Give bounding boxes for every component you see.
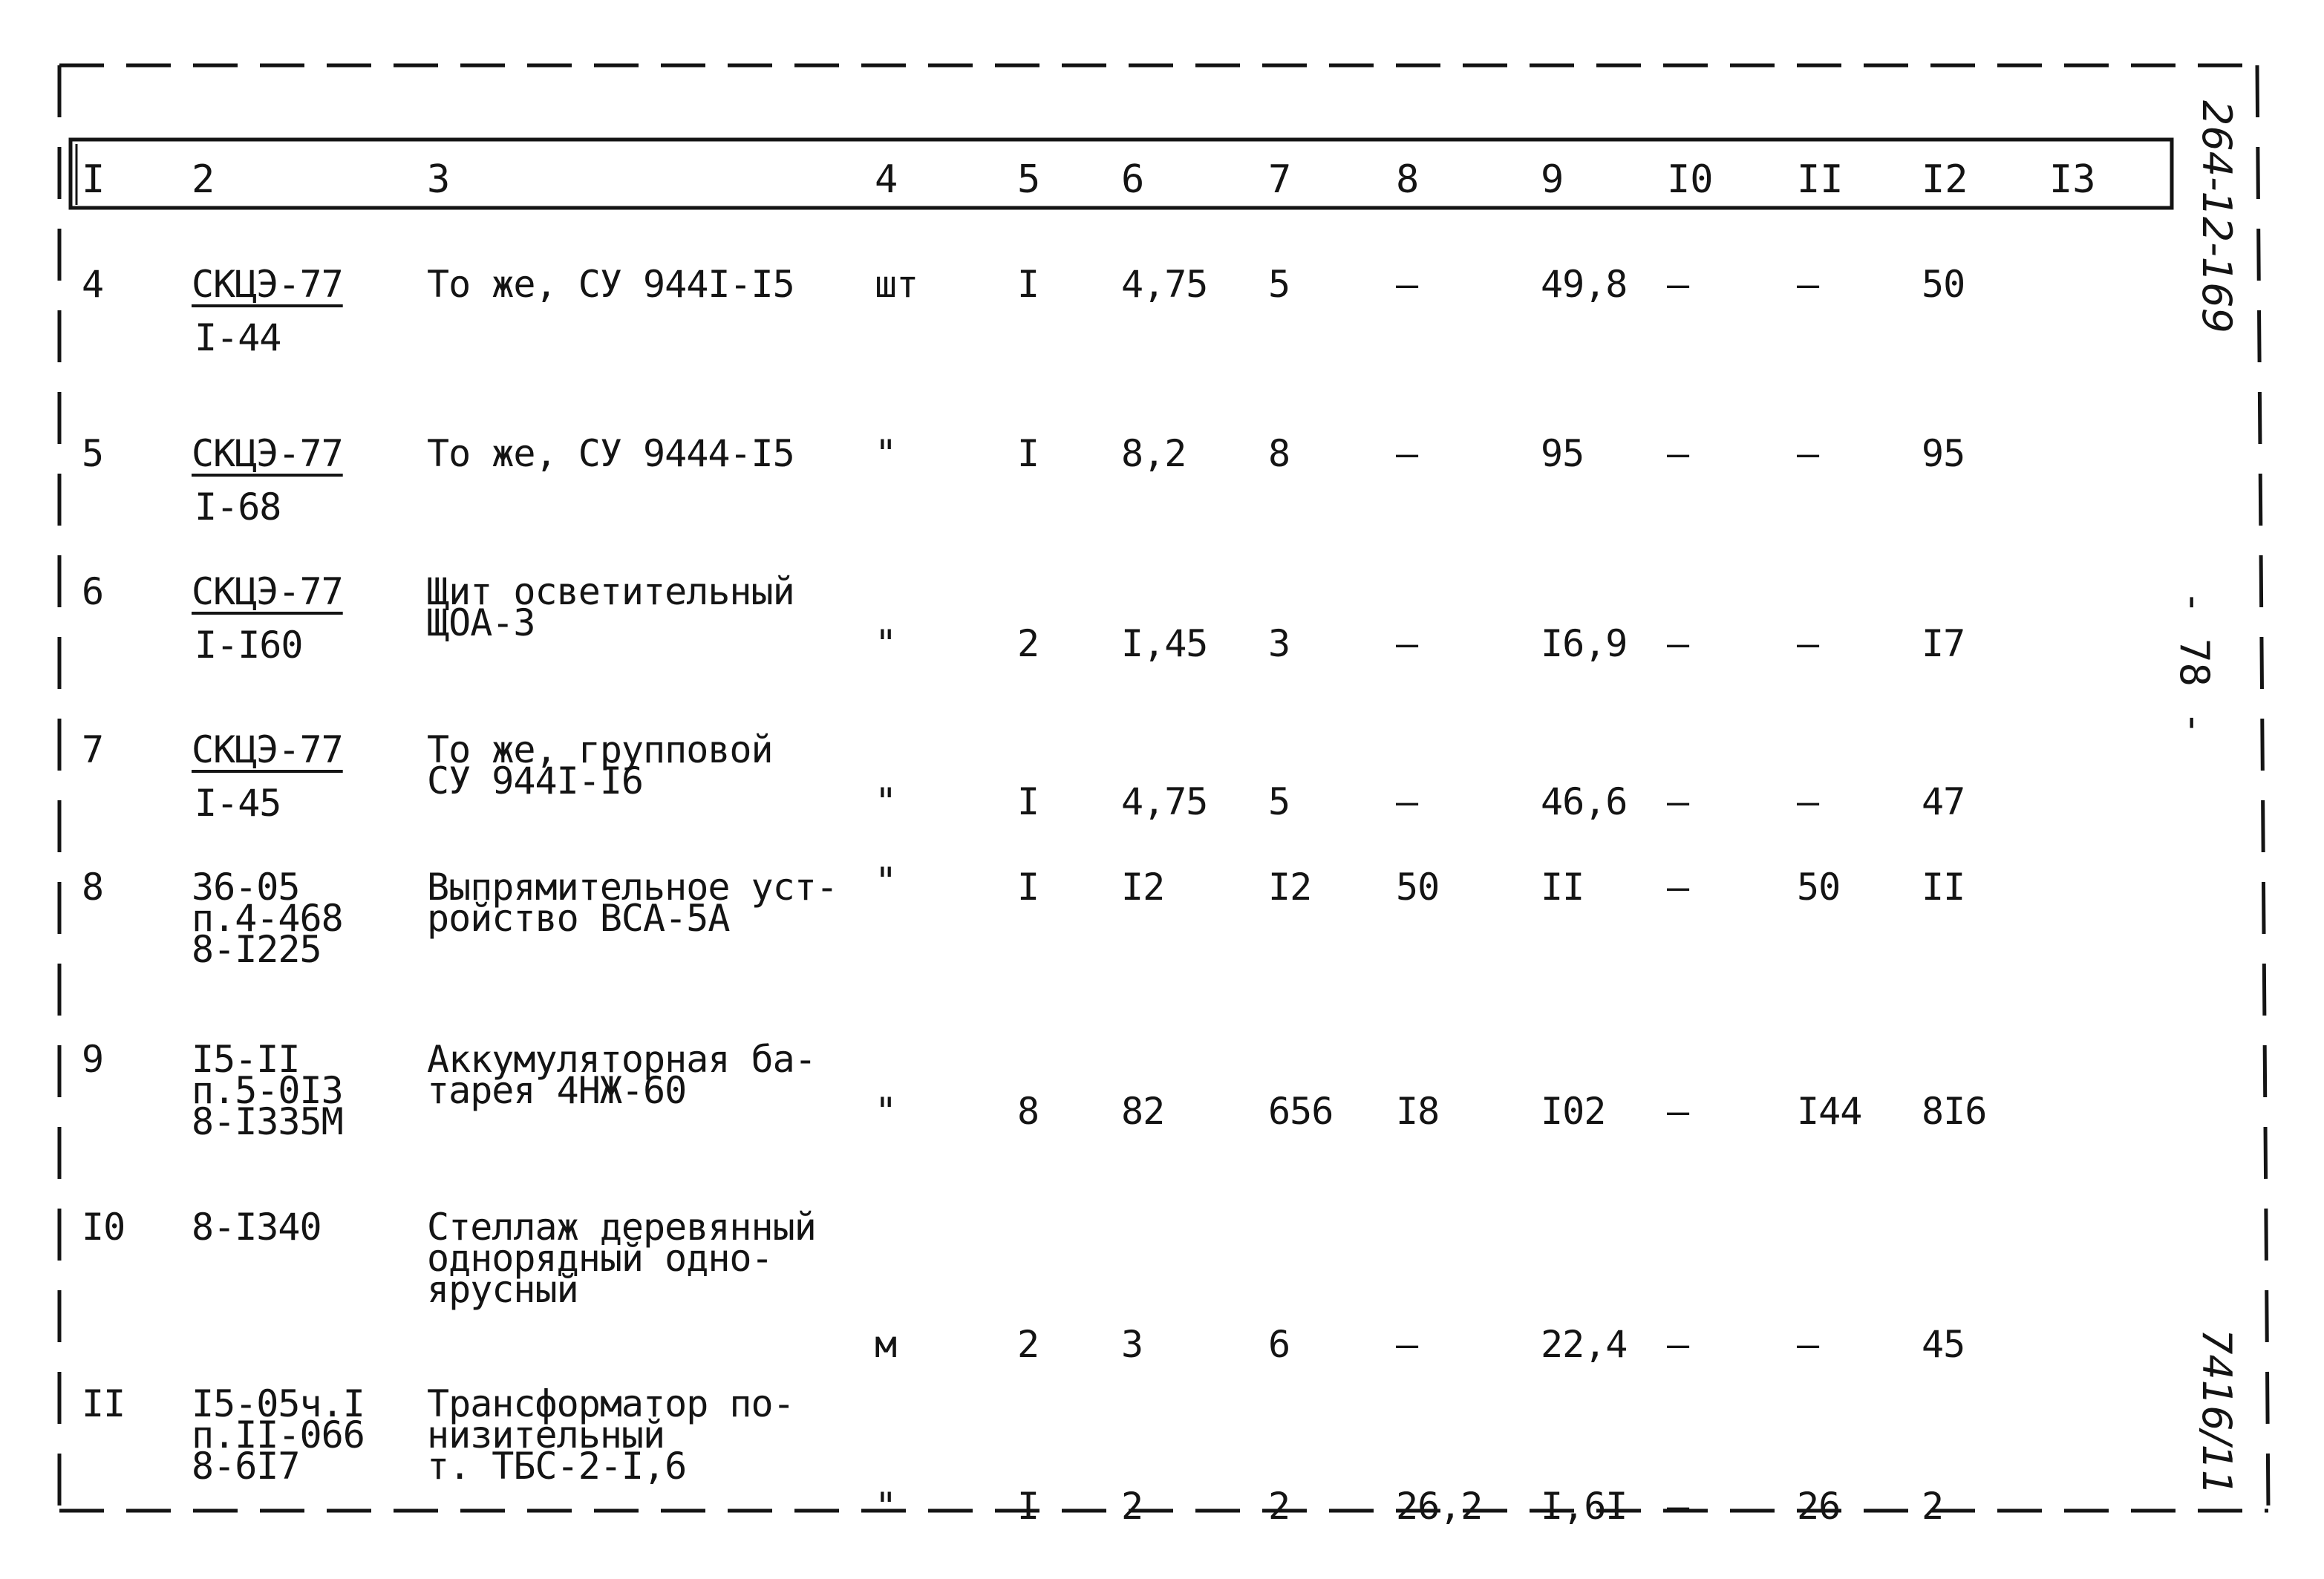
column-header-13: I3 xyxy=(2049,157,2096,202)
price-code-line: I-I60 xyxy=(195,624,303,667)
value-col-10: – xyxy=(1667,866,1689,909)
price-code-line: СКЦЭ-77 xyxy=(192,263,343,306)
value-col-6: 4,75 xyxy=(1121,780,1208,823)
value-col-9: I02 xyxy=(1541,1090,1606,1133)
value-col-7: 656 xyxy=(1268,1090,1334,1133)
value-col-6: I2 xyxy=(1121,866,1165,909)
item-name-line: СУ 944I-I6 xyxy=(427,759,644,802)
item-name-line: Выпрямительное уст- xyxy=(427,866,838,909)
price-code-line: I-45 xyxy=(195,782,281,825)
value-col-5: I xyxy=(1017,1485,1039,1528)
column-header-6: 6 xyxy=(1121,157,1145,202)
value-col-10: – xyxy=(1667,1485,1689,1528)
value-col-11: – xyxy=(1797,780,1819,823)
value-col-5: I xyxy=(1017,263,1039,306)
item-name-line: однорядный одно- xyxy=(427,1237,773,1280)
value-col-8: I8 xyxy=(1396,1090,1440,1133)
column-header-5: 5 xyxy=(1017,157,1041,202)
column-header-10: I0 xyxy=(1667,157,1714,202)
value-col-11: I44 xyxy=(1797,1090,1862,1133)
item-name-line: То же, СУ 944I-I5 xyxy=(427,263,794,306)
value-col-6: 4,75 xyxy=(1121,263,1208,306)
column-header-7: 7 xyxy=(1268,157,1292,202)
item-name-line: То же, СУ 9444-I5 xyxy=(427,432,794,475)
column-header-9: 9 xyxy=(1541,157,1564,202)
value-col-10: – xyxy=(1667,622,1689,665)
value-col-7: 3 xyxy=(1268,622,1290,665)
column-header-2: 2 xyxy=(192,157,215,202)
value-col-11: – xyxy=(1797,263,1819,306)
value-col-7: 5 xyxy=(1268,780,1290,823)
value-col-9: 46,6 xyxy=(1541,780,1628,823)
doc-code-note: 264-12-169 xyxy=(2193,100,2240,333)
column-header-1: I xyxy=(82,157,105,202)
price-code-line: I-44 xyxy=(195,316,281,359)
sheet-code-note: 7416/11 xyxy=(2193,1329,2240,1496)
value-col-10: – xyxy=(1667,1323,1689,1366)
value-col-12: 8I6 xyxy=(1922,1090,1987,1133)
row-number: 9 xyxy=(82,1038,104,1081)
column-header-3: 3 xyxy=(427,157,451,202)
price-code-line: I-68 xyxy=(195,486,281,529)
price-code-line: I5-II xyxy=(192,1038,300,1081)
row-number: 8 xyxy=(82,866,104,909)
value-col-7: 6 xyxy=(1268,1323,1290,1366)
value-col-8: – xyxy=(1396,263,1418,306)
value-col-11: – xyxy=(1797,1323,1819,1366)
value-col-6: 8,2 xyxy=(1121,432,1187,475)
row-number: I0 xyxy=(82,1206,125,1249)
item-name-line: ярусный xyxy=(427,1268,578,1311)
value-col-5: 8 xyxy=(1017,1090,1039,1133)
value-col-11: 26 xyxy=(1797,1485,1841,1528)
value-col-9: I6,9 xyxy=(1541,622,1628,665)
value-col-7: I2 xyxy=(1268,866,1312,909)
value-col-9: I,6I xyxy=(1541,1485,1628,1528)
unit-cell: " xyxy=(875,1485,897,1528)
column-header-8: 8 xyxy=(1396,157,1420,202)
item-name-line: Стеллаж деревянный xyxy=(427,1206,816,1249)
value-col-12: 47 xyxy=(1922,780,1965,823)
item-name-line: низительный xyxy=(427,1413,665,1457)
value-col-12: 45 xyxy=(1922,1323,1965,1366)
value-col-11: 50 xyxy=(1797,866,1841,909)
column-header-12: I2 xyxy=(1922,157,1968,202)
value-col-12: 2 xyxy=(1922,1485,1944,1528)
price-code-line: I5-05ч.I xyxy=(192,1382,365,1425)
unit-cell: " xyxy=(875,860,897,903)
row-number: 7 xyxy=(82,728,104,771)
value-col-6: 3 xyxy=(1121,1323,1143,1366)
value-col-7: 8 xyxy=(1268,432,1290,475)
value-col-12: 50 xyxy=(1922,263,1965,306)
unit-cell: " xyxy=(875,622,897,665)
value-col-10: – xyxy=(1667,432,1689,475)
price-code-line: 36-05 xyxy=(192,866,300,909)
unit-cell: " xyxy=(875,1090,897,1133)
price-code-line: 8-I340 xyxy=(192,1206,321,1249)
value-col-12: 95 xyxy=(1922,432,1965,475)
price-code-line: 8-I335М xyxy=(192,1100,343,1143)
value-col-11: – xyxy=(1797,432,1819,475)
price-code-line: СКЦЭ-77 xyxy=(192,432,343,475)
value-col-5: I xyxy=(1017,780,1039,823)
value-col-7: 5 xyxy=(1268,263,1290,306)
item-name-line: тарея 4НЖ-60 xyxy=(427,1069,687,1112)
value-col-6: 2 xyxy=(1121,1485,1143,1528)
price-code-line: п.5-0I3 xyxy=(192,1069,343,1112)
item-name-line: ЩОА-3 xyxy=(427,601,535,644)
unit-cell: шт xyxy=(875,263,918,306)
item-name-line: т. ТБС-2-I,6 xyxy=(427,1445,687,1488)
value-col-6: I,45 xyxy=(1121,622,1208,665)
price-code-line: 8-6I7 xyxy=(192,1445,300,1488)
value-col-9: 95 xyxy=(1541,432,1584,475)
unit-cell: " xyxy=(875,780,897,823)
price-code-line: СКЦЭ-77 xyxy=(192,728,343,771)
value-col-12: II xyxy=(1922,866,1965,909)
value-col-11: – xyxy=(1797,622,1819,665)
value-col-8: – xyxy=(1396,432,1418,475)
value-col-5: I xyxy=(1017,432,1039,475)
price-code-line: п.4-468 xyxy=(192,897,343,940)
unit-cell: м xyxy=(875,1323,897,1366)
value-col-7: 2 xyxy=(1268,1485,1290,1528)
value-col-10: – xyxy=(1667,263,1689,306)
unit-cell: " xyxy=(875,432,897,475)
row-number: 4 xyxy=(82,263,104,306)
price-code-line: 8-I225 xyxy=(192,928,321,971)
value-col-12: I7 xyxy=(1922,622,1965,665)
item-name-line: То же, групповой xyxy=(427,728,773,771)
price-code-line: СКЦЭ-77 xyxy=(192,570,343,613)
item-name-line: ройство ВСА-5А xyxy=(427,897,730,940)
value-col-5: 2 xyxy=(1017,1323,1039,1366)
item-name-line: Трансформатор по- xyxy=(427,1382,794,1425)
value-col-9: 49,8 xyxy=(1541,263,1628,306)
value-col-8: – xyxy=(1396,780,1418,823)
value-col-8: – xyxy=(1396,1323,1418,1366)
value-col-10: – xyxy=(1667,1090,1689,1133)
row-number: 6 xyxy=(82,570,104,613)
row-number: 5 xyxy=(82,432,104,475)
frame-right-dashed xyxy=(2257,65,2268,1511)
value-col-8: – xyxy=(1396,622,1418,665)
value-col-10: – xyxy=(1667,780,1689,823)
value-col-8: 50 xyxy=(1396,866,1440,909)
column-header-11: II xyxy=(1797,157,1844,202)
value-col-9: II xyxy=(1541,866,1584,909)
column-header-4: 4 xyxy=(875,157,898,202)
value-col-5: 2 xyxy=(1017,622,1039,665)
value-col-8: 26,2 xyxy=(1396,1485,1483,1528)
item-name-line: Щит осветительный xyxy=(427,570,794,613)
value-col-9: 22,4 xyxy=(1541,1323,1628,1366)
item-name-line: Аккумуляторная ба- xyxy=(427,1038,816,1081)
row-number: II xyxy=(82,1382,125,1425)
value-col-5: I xyxy=(1017,866,1039,909)
price-code-line: п.II-066 xyxy=(192,1413,365,1457)
page-number-note: - 78 - xyxy=(2171,590,2218,736)
value-col-6: 82 xyxy=(1121,1090,1165,1133)
